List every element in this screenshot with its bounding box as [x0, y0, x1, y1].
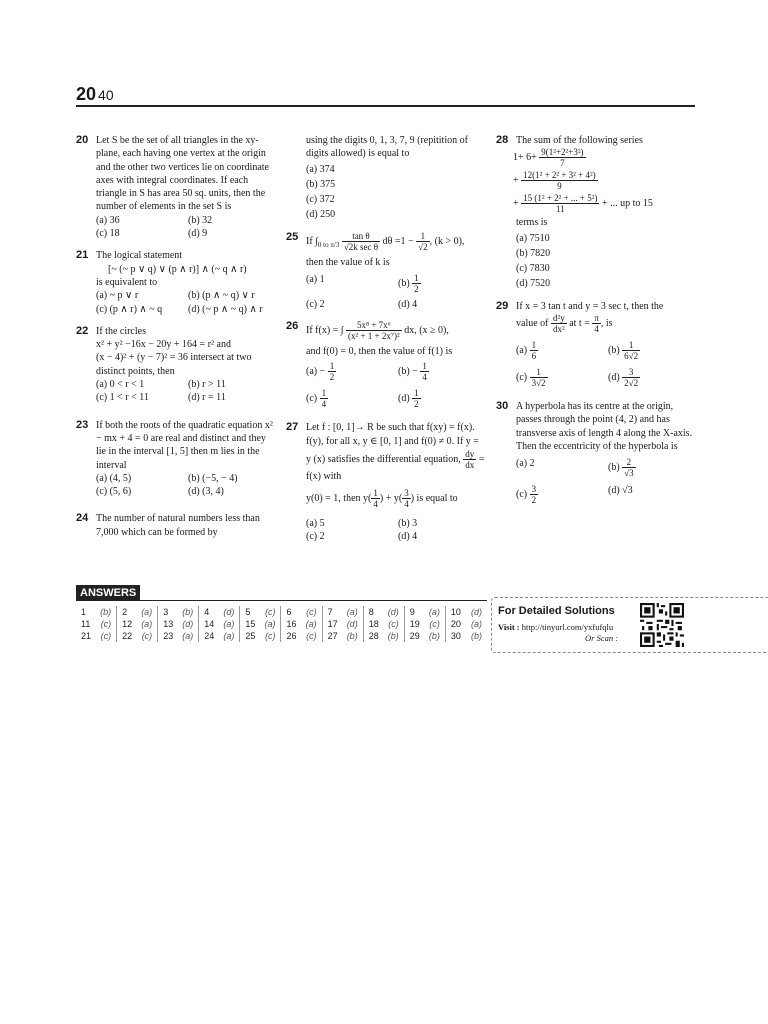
answer-value: (d): [346, 619, 358, 629]
answer-value: (c): [100, 619, 112, 629]
question-number: 25: [286, 230, 299, 243]
option-a: (a) ~ p ∨ r: [96, 290, 139, 302]
integrand-fraction: $\frac{\text{5x⁸ + 7x⁶}}{\text{(x² + 1 + 2x⁷)²}}$: [348, 320, 400, 342]
answer-cell: [117, 630, 158, 642]
header-rule: [76, 105, 695, 107]
rhs-fraction: $\frac{1}{√2}$: [418, 230, 428, 252]
option-b: (b) − $\frac{1}{4}$: [398, 360, 427, 382]
column-3: [496, 134, 696, 514]
answer-number: 6: [286, 607, 292, 617]
question-29: 29 If x = 3 tan t and y = 3 sec t, then the value of $\frac{\text{d²y}}{\text{dx²}}$ at t = $\frac{\pi}{4}$ , is (a) $\frac{1}{6}$ (b) $\frac{1}{6√2}$ (c) $\frac{1}{3√2}$ (d) $\frac{3}{2√2}$: [496, 300, 696, 388]
option-d: (d) 4: [398, 531, 418, 543]
option-c: (c) 7830: [516, 263, 550, 275]
integral-prefix: If ∫: [306, 235, 318, 247]
question-number: 27: [286, 420, 299, 433]
option-b: (b) (p ∧ ~ q) ∨ r: [188, 290, 255, 302]
option-d: (d) (3, 4): [188, 486, 224, 498]
answer-number: 20: [450, 619, 461, 629]
answer-value: (c): [429, 619, 440, 629]
option-c: (c) $\frac{1}{3√2}$: [516, 367, 546, 389]
answer-cell: [281, 630, 322, 642]
answer-cell: [405, 606, 446, 618]
equation-2: (x − 4)² + (y − 7)² = 36 intersect at two distinct points, then: [96, 352, 252, 377]
page-number: 20: [76, 84, 97, 104]
question-text: using the digits 0, 1, 3, 7, 9 (repitition of digits allowed) is equal to: [306, 135, 468, 160]
column-1: [76, 134, 276, 548]
question-text: The logical statement: [96, 250, 183, 262]
question-number: 24: [76, 512, 89, 525]
option-b: (b) (−5, − 4): [188, 472, 238, 484]
answer-cell: [240, 606, 281, 618]
answer-cell: [446, 630, 487, 642]
option-c: (c) 1 < r < 11: [96, 392, 149, 404]
option-d: (d) r = 11: [188, 392, 226, 404]
second-derivative: $\frac{\text{d²y}}{\text{dx²}}$: [553, 313, 565, 335]
series-term-1: $\frac{\text{9(1²+2²+3²)}}{7}$: [541, 147, 584, 169]
options: [96, 214, 276, 241]
answer-number: 2: [122, 607, 128, 617]
answer-value: (c): [264, 631, 276, 641]
question-text: If x = 3 tan t and y = 3 sec t, then the: [516, 300, 664, 312]
answer-number: 24: [204, 631, 215, 641]
answer-number: 15: [245, 619, 256, 629]
option-c: (c) 18: [96, 228, 120, 240]
answer-value: (c): [306, 607, 317, 617]
answer-value: (c): [264, 607, 276, 617]
solutions-scan: Or Scan :: [585, 633, 619, 643]
option-b: (b) 375: [306, 178, 336, 190]
series-term-2: $\frac{\text{12(1² + 2² + 3² + 4²)}}{9}$: [523, 170, 596, 192]
answer-value: (b): [470, 631, 482, 641]
answer-number: 19: [409, 619, 420, 629]
answer-cell: [158, 618, 199, 630]
options: [306, 361, 486, 409]
answer-number: 21: [81, 631, 92, 641]
answer-number: 12: [122, 619, 133, 629]
answer-value: (a): [141, 607, 153, 617]
option-a: (a) 1: [306, 274, 325, 286]
question-26: [286, 320, 486, 408]
answer-value: (a): [182, 631, 194, 641]
answer-value: (a): [305, 619, 317, 629]
answer-number: 30: [450, 631, 461, 641]
question-number: 26: [286, 320, 299, 333]
derivative-fraction: $\frac{dy}{dx}$: [465, 448, 475, 470]
answer-cell: [405, 630, 446, 642]
answer-value: (a): [141, 619, 153, 629]
answer-number: 26: [286, 631, 297, 641]
integral-tail: , (k > 0),: [429, 235, 465, 247]
answers-grid: [76, 606, 487, 642]
option-c: (c) 2: [306, 299, 325, 311]
answer-number: 17: [327, 619, 338, 629]
option-b: (b) r > 11: [188, 379, 226, 391]
page-header: [76, 84, 114, 105]
integral-prefix: If f(x) = ∫: [306, 325, 344, 337]
answer-value: (d): [470, 607, 482, 617]
option-b: (b) 7820: [516, 247, 551, 259]
answer-number: 10: [450, 607, 461, 617]
option-d: (d) 9: [188, 228, 208, 240]
answer-value: (d): [223, 607, 235, 617]
question-22: [76, 325, 276, 405]
equation-1: x² + y² −16x − 20y + 164 = r² and: [96, 339, 231, 351]
question-text-2: is equivalent to: [96, 276, 158, 288]
option-b: (b) $\frac{1}{2}$: [398, 273, 419, 295]
integrand-fraction: $\frac{\text{tan θ}}{\text{√2k sec θ}}$: [343, 230, 379, 252]
answer-number: 3: [163, 607, 169, 617]
option-d: (d) (~ p ∧ ~ q) ∧ r: [188, 303, 263, 315]
answer-number: 7: [327, 607, 333, 617]
option-a: (a) 7510: [516, 232, 550, 244]
option-b: (b) $\frac{1}{6√2}$: [608, 340, 639, 362]
question-27: 27 Let f : [0, 1]→ R be such that f(xy) = f(x). f(y), for all x, y ∈ [0, 1] and f(0) ≠ 0. If y = y (x) satisfies the differential equation, $\frac{dy}{dx}$ = f(x) with y(0) = 1, then y( $\frac{1}{4}$ ) + y( $\frac{3}{4}$ ) is equal to (a) 5 (b) 3 (c) 2 (d) 4: [286, 420, 485, 543]
solutions-url[interactable]: http://tinyurl.com/yxfufqlu: [521, 622, 614, 632]
option-a: (a) 0 < r < 1: [96, 379, 145, 391]
integral-limits: 0 to π/3: [317, 240, 340, 249]
answer-number: 4: [204, 607, 210, 617]
answer-number: 25: [245, 631, 256, 641]
option-d: (d) 4: [398, 299, 418, 311]
answer-value: (a): [223, 619, 235, 629]
answer-value: (c): [100, 631, 112, 641]
option-c: (c) 2: [306, 531, 325, 543]
answer-number: 29: [409, 631, 420, 641]
answer-cell: [364, 630, 405, 642]
question-number: 29: [496, 299, 509, 312]
answer-cell: [323, 606, 364, 618]
option-d: (d) √3: [608, 485, 633, 497]
answer-cell: [76, 630, 117, 642]
answer-number: 13: [163, 619, 174, 629]
option-a: (a) 36: [96, 214, 120, 226]
option-c: (c) $\frac{1}{4}$: [306, 387, 327, 409]
question-text: Let f : [0, 1]→ R be such that f(xy) = f(x). f(y), for all x, y ∈ [0, 1] and f(0) ≠ 0. If y = y (x) satisfies the differential equation,: [306, 421, 479, 465]
answer-cell: [158, 606, 199, 618]
answer-cell: [240, 618, 281, 630]
options: [96, 289, 276, 316]
answer-number: 11: [81, 619, 91, 629]
question-21: [76, 249, 276, 315]
question-text: A hyperbola has its centre at the origin, passes through the point (4, 2) and has transverse axis of length 4 along the X-axis. Then the eccentricity of the hyperbola is: [516, 401, 693, 452]
option-a: (a) − $\frac{1}{2}$: [306, 360, 335, 382]
question-number: 28: [496, 134, 509, 146]
option-b: (b) 32: [188, 214, 213, 226]
option-d: (d) $\frac{1}{2}$: [398, 387, 419, 409]
answer-value: (a): [223, 631, 235, 641]
option-a: (a) 2: [516, 458, 535, 470]
answer-cell: [117, 618, 158, 630]
option-d: (d) 7520: [516, 278, 551, 290]
answers-title: ANSWERS: [76, 585, 140, 601]
question-text-2: and f(0) = 0, then the value of f(1) is: [306, 346, 453, 358]
solutions-visit: Visit : http://tinyurl.com/yxfufqlu: [498, 622, 614, 632]
answer-value: (a): [428, 607, 440, 617]
option-a: (a) 5: [306, 517, 325, 529]
option-d: (d) 250: [306, 209, 336, 221]
answer-number: 14: [204, 619, 215, 629]
answer-number: 22: [122, 631, 133, 641]
question-text: If the circles: [96, 325, 146, 337]
answer-number: 8: [368, 607, 374, 617]
answer-number: 23: [163, 631, 174, 641]
option-d: (d) $\frac{3}{2√2}$: [608, 367, 639, 389]
column-2: [286, 134, 486, 552]
answer-value: (a): [346, 607, 358, 617]
question-23: [76, 419, 276, 499]
option-b: (b) 3: [398, 517, 418, 529]
series-term-3: $\frac{\text{15 (1² + 2² + ... + 5²)}}{11}$: [523, 193, 598, 215]
qr-code-icon[interactable]: [640, 603, 684, 647]
answer-value: (b): [428, 631, 440, 641]
answer-number: 1: [81, 607, 87, 617]
answer-cell: [240, 630, 281, 642]
question-28: 28 The sum of the following series 1+ 6+ $\frac{\text{9(1²+2²+3²)}}{7}$ + $\frac{\text{12(1² + 2² + 3² + 4²)}}{9}$ + $\frac{\text{15 (1² + 2² + ... + 5²)}}{11}$ + ... up to 15 terms is (a) 7510 (b) 7820 (c) 7830 (d) 7520: [496, 134, 696, 291]
derivative-tail: = f(x) with: [306, 453, 485, 482]
answer-cell: [446, 618, 487, 630]
answer-value: (a): [264, 619, 276, 629]
question-text-2: then the value of k is: [306, 256, 390, 268]
question-text: If both the roots of the quadratic equation x² − mx + 4 = 0 are real and distinct and they lie in the interval [1, 5] then m lies in the interval: [96, 419, 273, 471]
option-a: (a) (4, 5): [96, 472, 132, 484]
question-number: 21: [76, 249, 89, 262]
answer-value: (b): [100, 607, 112, 617]
options: [306, 517, 486, 544]
answer-value: (d): [387, 607, 399, 617]
question-text: The number of natural numbers less than 7,000 which can be formed by: [96, 513, 260, 538]
option-b: (b) $\frac{2}{√3}$: [608, 457, 634, 479]
answer-cell: [446, 606, 487, 618]
answer-number: 28: [368, 631, 379, 641]
question-number: 30: [496, 400, 509, 413]
answer-cell: [199, 606, 240, 618]
solutions-title: For Detailed Solutions: [498, 605, 615, 617]
answer-number: 5: [245, 607, 251, 617]
answer-number: 16: [286, 619, 297, 629]
answer-value: (c): [141, 631, 153, 641]
answer-cell: [281, 606, 322, 618]
answer-value: (a): [470, 619, 482, 629]
answer-value: (b): [182, 607, 194, 617]
answer-number: 27: [327, 631, 338, 641]
answer-value: (c): [388, 619, 399, 629]
options: [516, 457, 696, 505]
answer-cell: [199, 618, 240, 630]
question-text-3: y(0) = 1, then y: [306, 492, 369, 504]
answer-cell: [158, 630, 199, 642]
question-number: 20: [76, 134, 89, 146]
formula: [~ (~ p ∨ q) ∨ (p ∧ r)] ∧ (~ q ∧ r): [108, 263, 247, 275]
answer-cell: [364, 606, 405, 618]
question-24: [76, 512, 276, 539]
question-text: Let S be the set of all triangles in the xy-plane, each having one vertex at the origin and the other two vertices lie on coordinate axes with integral coordinates. If each triangle in S has area 50 sq. units, then the number of elements in the set S is: [96, 135, 269, 213]
option-a: (a) 374: [306, 163, 335, 175]
options: [306, 273, 486, 311]
answer-cell: [281, 618, 322, 630]
answer-cell: [76, 618, 117, 630]
answer-cell: [323, 618, 364, 630]
option-c: (c) (5, 6): [96, 486, 132, 498]
option-c: (c) 372: [306, 194, 335, 206]
options: [96, 472, 276, 499]
integral-mid: dθ =1 −: [382, 235, 414, 247]
answer-value: (d): [182, 619, 194, 629]
options: [96, 378, 276, 405]
question-24-continued: [286, 134, 486, 222]
option-c: (c) $\frac{3}{2}$: [516, 484, 537, 506]
options: [516, 340, 696, 388]
question-number: 23: [76, 418, 89, 431]
page-subtitle: 40: [98, 87, 114, 103]
question-25: [286, 231, 486, 312]
option-c: (c) (p ∧ r) ∧ ~ q: [96, 303, 163, 315]
answer-cell: [76, 606, 117, 618]
question-text: The sum of the following series: [516, 135, 643, 146]
integral-tail: dx, (x ≥ 0),: [404, 325, 449, 337]
answer-value: (b): [346, 631, 358, 641]
question-30: [496, 400, 696, 505]
answer-value: (b): [387, 631, 399, 641]
answer-cell: [117, 606, 158, 618]
answer-cell: [364, 618, 405, 630]
answer-cell: [199, 630, 240, 642]
answer-value: (c): [306, 631, 317, 641]
answer-cell: [323, 630, 364, 642]
option-a: (a) $\frac{1}{6}$: [516, 340, 537, 362]
answer-number: 9: [409, 607, 415, 617]
question-20: [76, 134, 276, 240]
question-text-2: terms is: [516, 217, 548, 229]
answer-number: 18: [368, 619, 379, 629]
answers-rule: [76, 600, 487, 601]
question-number: 22: [76, 324, 89, 337]
answer-cell: [405, 618, 446, 630]
